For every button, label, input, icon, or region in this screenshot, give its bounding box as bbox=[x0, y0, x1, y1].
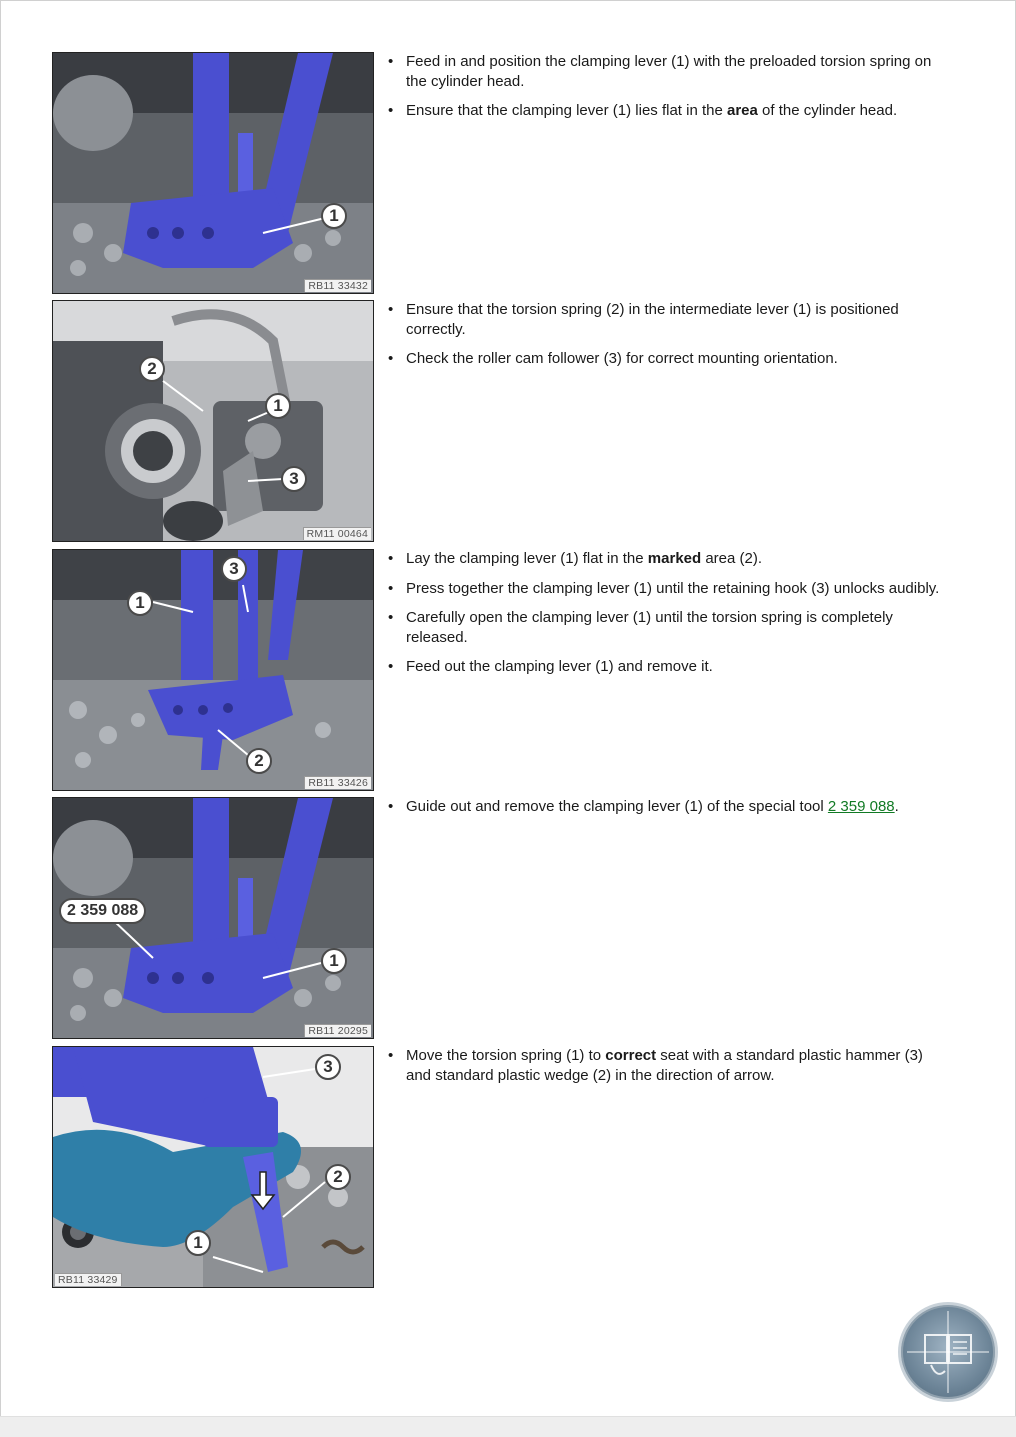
step-list-4 bbox=[388, 797, 948, 827]
callout-tool-number: 2 359 088 bbox=[59, 898, 146, 924]
figure-id: RB11 20295 bbox=[304, 1024, 371, 1037]
figure-1 bbox=[52, 52, 374, 294]
step-item: • Lay the clamping lever (1) flat in the marked area (2). bbox=[388, 549, 948, 569]
figure-id: RB11 33426 bbox=[304, 776, 371, 789]
step-list-3 bbox=[388, 549, 948, 687]
figure-5 bbox=[52, 1046, 374, 1288]
step-list-5 bbox=[388, 1046, 948, 1095]
step-item: • Ensure that the clamping lever (1) lies flat in the area of the cylinder head. bbox=[388, 101, 948, 121]
callout-2: 2 bbox=[139, 356, 165, 382]
callout-1: 1 bbox=[321, 203, 347, 229]
step-row-1 bbox=[52, 52, 952, 294]
callout-2: 2 bbox=[325, 1164, 351, 1190]
callout-3: 3 bbox=[221, 556, 247, 582]
callout-1: 1 bbox=[185, 1230, 211, 1256]
figure-id: RB11 33429 bbox=[55, 1273, 122, 1286]
step-item: • Feed in and position the clamping lever (1) with the preloaded torsion spring on the cylinder head. bbox=[388, 52, 948, 91]
figure-3 bbox=[52, 549, 374, 791]
step-item: • Carefully open the clamping lever (1) until the torsion spring is completely released. bbox=[388, 608, 948, 647]
step-row-2 bbox=[52, 300, 952, 542]
step-row-4 bbox=[52, 797, 952, 1039]
figure-5-illustration bbox=[53, 1047, 373, 1287]
callout-1: 1 bbox=[127, 590, 153, 616]
figure-2 bbox=[52, 300, 374, 542]
step-list-1 bbox=[388, 52, 948, 131]
figure-2-illustration bbox=[53, 301, 373, 541]
step-item: • Feed out the clamping lever (1) and remove it. bbox=[388, 657, 948, 677]
callout-3: 3 bbox=[315, 1054, 341, 1080]
callout-1: 1 bbox=[321, 948, 347, 974]
figure-id: RB11 33432 bbox=[304, 279, 371, 292]
step-item: • Guide out and remove the clamping lever (1) of the special tool 2 359 088. bbox=[388, 797, 948, 817]
step-item: • Move the torsion spring (1) to correct seat with a standard plastic hammer (3) and standard plastic wedge (2) in the direction of arrow. bbox=[388, 1046, 948, 1085]
book-icon-graphic bbox=[901, 1305, 995, 1399]
callout-1: 1 bbox=[265, 393, 291, 419]
figure-4 bbox=[52, 797, 374, 1039]
callout-3: 3 bbox=[281, 466, 307, 492]
figure-3-illustration bbox=[53, 550, 373, 790]
book-icon[interactable] bbox=[898, 1302, 998, 1402]
step-row-3 bbox=[52, 549, 952, 791]
step-list-2 bbox=[388, 300, 948, 379]
step-row-5 bbox=[52, 1046, 952, 1288]
step-item: • Press together the clamping lever (1) until the retaining hook (3) unlocks audibly. bbox=[388, 579, 948, 599]
figure-id: RM11 00464 bbox=[303, 527, 371, 540]
callout-2: 2 bbox=[246, 748, 272, 774]
step-item: • Check the roller cam follower (3) for correct mounting orientation. bbox=[388, 349, 948, 369]
figure-1-illustration bbox=[53, 53, 373, 293]
special-tool-link[interactable]: 2 359 088 bbox=[827, 798, 895, 815]
step-item: • Ensure that the torsion spring (2) in the intermediate lever (1) is positioned correctly. bbox=[388, 300, 948, 339]
bottom-bar bbox=[0, 1416, 1016, 1437]
